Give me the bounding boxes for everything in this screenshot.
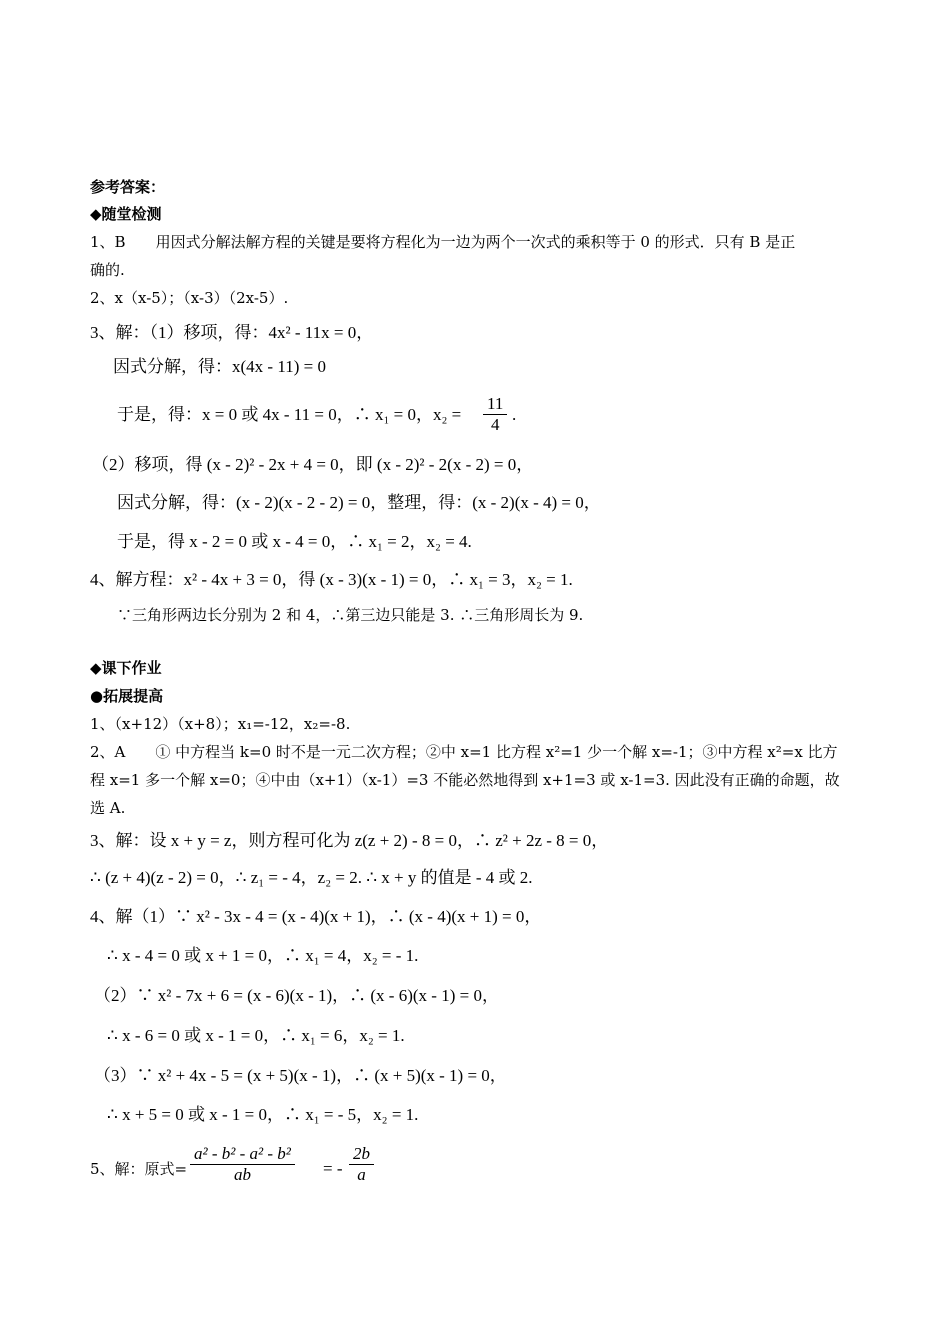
h4-line3: （2）∵ x² - 7x + 6 = (x - 6)(x - 1)，∴ (x - 6)(x - 1) = 0， (94, 986, 499, 1005)
q3-fraction-numerator: 11 (487, 394, 504, 413)
q4-line1: 4、解方程：x² - 4x + 3 = 0，得 (x - 3)(x - 1) = 0，∴ x₁ = 3，x₂ = 1. (90, 570, 573, 589)
h5-fraction-1-numerator: a² - b² - a² - b² (194, 1144, 291, 1163)
h2-line2: 程 x=1 多一个解 x=0；④中由（x+1）（x-1）=3 不能必然地得到 x+1=3 或 x-1=3. 因此没有正确的命题，故 (90, 771, 840, 789)
q3-fraction (483, 394, 507, 435)
h4-line6: ∴ x + 5 = 0 或 x - 1 = 0，∴ x₁ = - 5，x₂ = 1. (107, 1105, 419, 1124)
h5-fraction-2-denominator: a (357, 1165, 366, 1184)
q3-line3-end: . (512, 405, 517, 424)
q3-line4: （2）移项，得 (x - 2)² - 2x + 4 = 0，即 (x - 2)² - 2(x - 2) = 0， (92, 455, 534, 474)
h5-fraction-2-numerator: 2b (353, 1144, 370, 1163)
q3-line3-text: 于是，得：x = 0 或 4x - 11 = 0，∴ x₁ = 0，x₂ = (117, 405, 462, 424)
q3-line3 (117, 404, 461, 426)
q3-fraction-denominator: 4 (490, 415, 500, 434)
h2-line3: 选 A. (90, 799, 126, 817)
q1-line1: 1、B 用因式分解法解方程的关键是要将方程化为一边为两个一次式的乘积等于 0 的形式．只有 B 是正 (90, 233, 796, 251)
h4-line1: 4、解（1）∵ x² - 3x - 4 = (x - 4)(x + 1)，∴ (x - 4)(x + 1) = 0， (90, 907, 542, 926)
h4-line4: ∴ x - 6 = 0 或 x - 1 = 0，∴ x₁ = 6，x₂ = 1. (107, 1026, 405, 1045)
section-heading-class-check: ◆随堂检测 (90, 205, 162, 223)
h3-line2: ∴ (z + 4)(z - 2) = 0，∴ z₁ = - 4，z₂ = 2. ∴ x + y 的值是 - 4 或 2. (90, 868, 533, 887)
h4-line2: ∴ x - 4 = 0 或 x + 1 = 0，∴ x₁ = 4，x₂ = - 1. (107, 946, 419, 965)
q4-line2: ∵三角形两边长分别为 2 和 4，∴第三边只能是 3. ∴三角形周长为 9. (117, 606, 584, 624)
q3-line1: 3、解：（1）移项，得：4x² - 11x = 0， (90, 323, 374, 342)
q1-line2: 确的. (90, 261, 125, 279)
q3-line6: 于是，得 x - 2 = 0 或 x - 4 = 0，∴ x₁ = 2，x₂ = 4. (117, 532, 472, 551)
h2-line1: 2、A ① 中方程当 k=0 时不是一元二次方程；②中 x=1 比方程 x²=1 少一个解 x=-1；③中方程 x²=x 比方 (90, 743, 838, 761)
h4-line5: （3）∵ x² + 4x - 5 = (x + 5)(x - 1)，∴ (x + 5)(x - 1) = 0， (94, 1066, 507, 1085)
h5-equals: = - (323, 1159, 343, 1178)
h5-fraction-2 (349, 1144, 374, 1185)
q3-line2: 因式分解，得：x(4x - 11) = 0 (113, 357, 326, 376)
h5-prefix: 5、解：原式= (90, 1160, 188, 1178)
answer-title: 参考答案： (90, 178, 166, 196)
section-heading-homework: ◆课下作业 (90, 659, 162, 677)
h5-fraction-1-denominator: ab (233, 1165, 251, 1184)
h1-line: 1、（x+12）（x+8）；x₁=-12，x₂=-8. (90, 715, 351, 733)
h3-line1: 3、解：设 x + y = z，则方程可化为 z(z + 2) - 8 = 0，∴ z² + 2z - 8 = 0， (90, 831, 609, 850)
q3-line5: 因式分解，得：(x - 2)(x - 2 - 2) = 0，整理，得：(x - 2)(x - 4) = 0， (117, 493, 601, 512)
h5-fraction-1 (190, 1144, 295, 1185)
q2-line: 2、x（x-5）；（x-3）（2x-5）. (90, 289, 289, 307)
subsection-heading-extension: ●拓展提高 (90, 687, 164, 705)
